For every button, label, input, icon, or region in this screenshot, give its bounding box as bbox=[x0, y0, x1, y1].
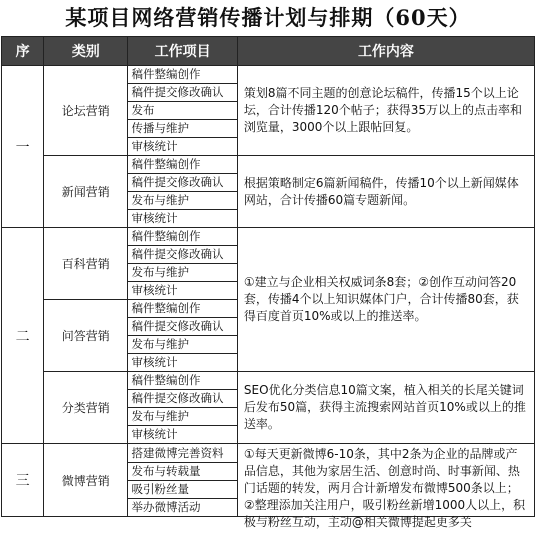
list-item: 发布与维护 bbox=[128, 408, 236, 426]
table-row bbox=[2, 156, 535, 228]
list-item: 稿件提交修改确认 bbox=[128, 390, 236, 408]
section-seq: 一 bbox=[2, 66, 44, 228]
section-seq: 二 bbox=[2, 228, 44, 444]
items-cell bbox=[128, 444, 237, 517]
category-cell: 问答营销 bbox=[44, 300, 128, 372]
table-row bbox=[2, 372, 535, 444]
list-item: 稿件整编创作 bbox=[128, 156, 236, 174]
list-item: 审核统计 bbox=[131, 355, 178, 369]
items-cell bbox=[128, 300, 237, 372]
list-item: 发布与维护 bbox=[128, 336, 236, 354]
items-cell bbox=[128, 372, 237, 444]
table-row bbox=[2, 444, 535, 517]
content-cell: 根据策略制定6篇新闻稿件，传播10个以上新闻媒体网站，合计传播60篇专题新闻。 bbox=[237, 156, 534, 228]
category-cell: 微博营销 bbox=[44, 444, 128, 517]
list-item: 举办微博活动 bbox=[131, 499, 201, 514]
list-item: 稿件整编创作 bbox=[128, 66, 236, 84]
list-item: 搭建微博完善资料 bbox=[128, 445, 236, 463]
list-item: 稿件提交修改确认 bbox=[128, 84, 236, 102]
header-item: 工作项目 bbox=[128, 37, 237, 66]
list-item: 稿件提交修改确认 bbox=[128, 174, 236, 192]
list-item: 稿件提交修改确认 bbox=[128, 318, 236, 336]
schedule-table bbox=[1, 36, 535, 529]
list-item: 发布与维护 bbox=[128, 264, 236, 282]
category-cell: 新闻营销 bbox=[44, 156, 128, 228]
content-cell bbox=[237, 444, 534, 529]
header-row bbox=[2, 37, 535, 66]
list-item: 发布与转载量 bbox=[128, 463, 236, 481]
list-item: 吸引粉丝量 bbox=[128, 481, 236, 499]
items-cell bbox=[128, 66, 237, 156]
table-row bbox=[2, 66, 535, 156]
header-content: 工作内容 bbox=[237, 37, 534, 66]
content-cell: ①建立与企业相关权威词条8套；②创作互动问答20套，传播4个以上知识媒体门户，合计传播80套，获得百度首页10%或以上的推送率。 bbox=[237, 228, 534, 372]
items-cell bbox=[128, 156, 237, 228]
content-cell: SEO优化分类信息10篇文案，植入相关的长尾关键词后发布50篇，获得主流搜索网站首页10%或以上的推送率。 bbox=[237, 372, 534, 444]
category-cell: 论坛营销 bbox=[44, 66, 128, 156]
list-item: 发布与维护 bbox=[128, 192, 236, 210]
list-item: 稿件提交修改确认 bbox=[128, 246, 236, 264]
list-item: 稿件整编创作 bbox=[128, 228, 236, 246]
page-title: 某项目网络营销传播计划与排期（60天） bbox=[65, 5, 471, 30]
list-item: 审核统计 bbox=[131, 139, 178, 153]
category-cell: 百科营销 bbox=[44, 228, 128, 300]
content-text: ①每天更新微博6-10条，其中2条为企业的品牌或产品信息，其他为家居生活、创意时尚、时事新闻、热门话题的转发，两月合计新增发布微博500条以上；②整理添加关注用户，吸引粉丝新增1000人以上，积极与粉丝互动，主动@相关微博提起更多关 bbox=[243, 447, 526, 529]
header-seq: 序 bbox=[2, 37, 44, 66]
list-item: 传播与维护 bbox=[128, 120, 236, 138]
list-item: 发布 bbox=[128, 102, 236, 120]
list-item: 审核统计 bbox=[131, 211, 178, 225]
header-category: 类别 bbox=[44, 37, 128, 66]
content-cell: 策划8篇不同主题的创意论坛稿件，传播15个以上论坛，合计传播120个帖子；获得35万以上的点击率和浏览量，3000个以上跟帖回复。 bbox=[237, 66, 534, 156]
category-cell: 分类营销 bbox=[44, 372, 128, 444]
list-item: 稿件整编创作 bbox=[128, 372, 236, 390]
section-seq: 三 bbox=[2, 444, 44, 517]
list-item: 审核统计 bbox=[131, 427, 178, 441]
table-row bbox=[2, 228, 535, 300]
items-cell bbox=[128, 228, 237, 300]
list-item: 稿件整编创作 bbox=[128, 300, 236, 318]
list-item: 审核统计 bbox=[131, 283, 178, 297]
